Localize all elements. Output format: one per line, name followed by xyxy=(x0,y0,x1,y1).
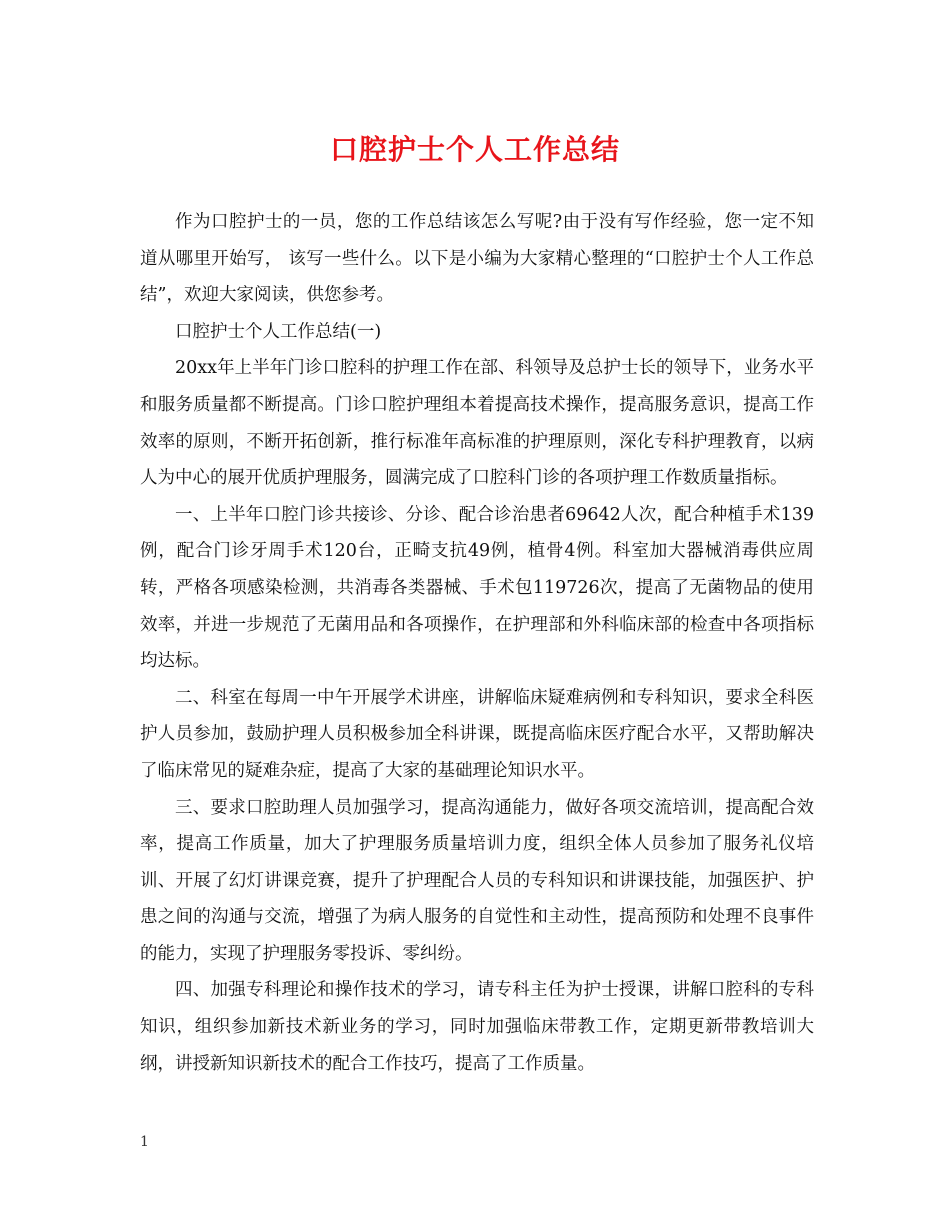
paragraph-overview: 20xx年上半年门诊口腔科的护理工作在部、科领导及总护士长的领导下，业务水平和服务质量都不断提高。门诊口腔护理组本着提高技术操作，提高服务意识，提高工作效率的原则，不断开拓创新，推行标准年高标准的护理原则，深化专科护理教育，以病人为中心的展开优质护理服务，圆满完成了口腔科门诊的各项护理工作数质量指标。 xyxy=(140,358,814,489)
section-heading: 口腔护士个人工作总结(一) xyxy=(175,321,382,342)
paragraph-intro: 作为口腔护士的一员，您的工作总结该怎么写呢?由于没有写作经验，您一定不知道从哪里开始写， 该写一些什么。以下是小编为大家精心整理的“口腔护士个人工作总结”，欢迎大家阅读，供您参考。 xyxy=(140,212,814,306)
paragraph-item-4: 四、加强专科理论和操作技术的学习，请专科主任为护士授课，讲解口腔科的专科知识，组织参加新技术新业务的学习，同时加强临床带教工作，定期更新带教培训大纲，讲授新知识新技术的配合工作技巧，提高了工作质量。 xyxy=(140,980,814,1074)
document-title: 口腔护士个人工作总结 xyxy=(329,133,620,166)
document-body xyxy=(140,204,814,1082)
page-number: 1 xyxy=(140,1134,149,1150)
paragraph-item-3: 三、要求口腔助理人员加强学习，提高沟通能力，做好各项交流培训，提高配合效率，提高工作质量，加大了护理服务质量培训力度，组织全体人员参加了服务礼仪培训、开展了幻灯讲课竞赛，提升了护理配合人员的专科知识和讲课技能，加强医护、护患之间的沟通与交流，增强了为病人服务的自觉性和主动性，提高预防和处理不良事件的能力，实现了护理服务零投诉、零纠纷。 xyxy=(140,797,814,964)
paragraph-item-1: 一、上半年口腔门诊共接诊、分诊、配合诊治患者69642人次，配合种植手术139例，配合门诊牙周手术120台，正畸支抗49例，植骨4例。科室加大器械消毒供应周转，严格各项感染检测，共消毒各类器械、手术包119726次，提高了无菌物品的使用效率，并进一步规范了无菌用品和各项操作，在护理部和外科临床部的检查中各项指标均达标。 xyxy=(140,504,814,672)
paragraph-item-2: 二、科室在每周一中午开展学术讲座，讲解临床疑难病例和专科知识，要求全科医护人员参加，鼓励护理人员积极参加全科讲课，既提高临床医疗配合水平，又帮助解决了临床常见的疑难杂症，提高了大家的基础理论知识水平。 xyxy=(140,687,814,781)
